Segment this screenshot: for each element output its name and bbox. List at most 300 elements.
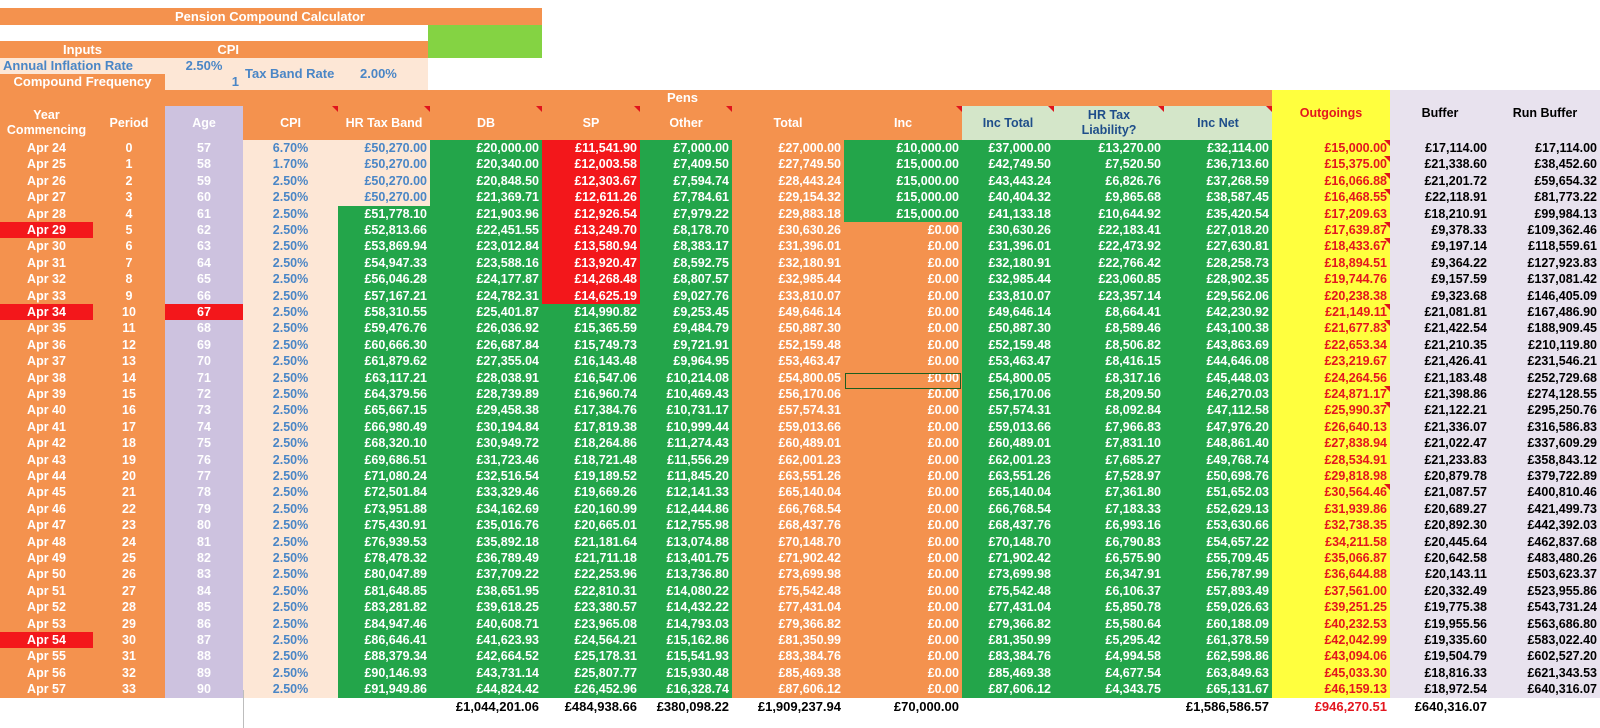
cell-db[interactable]: £44,824.42 xyxy=(430,681,542,697)
cell-cpi[interactable]: 6.70% xyxy=(243,140,338,156)
cell-sp[interactable]: £25,807.77 xyxy=(542,665,640,681)
cell-other[interactable]: £13,736.80 xyxy=(640,566,732,582)
cell-out[interactable]: £15,000.00 xyxy=(1272,140,1390,156)
cell-db[interactable]: £35,016.76 xyxy=(430,517,542,533)
cell-inc-net[interactable]: £38,587.45 xyxy=(1164,189,1272,205)
cell-inc[interactable]: £0.00 xyxy=(844,419,962,435)
cell-year[interactable]: Apr 41 xyxy=(0,419,93,435)
cell-inc-total[interactable]: £73,699.98 xyxy=(962,566,1054,582)
cell-inc-net[interactable]: £53,630.66 xyxy=(1164,517,1272,533)
cell-year[interactable]: Apr 29 xyxy=(0,222,93,238)
cell-out[interactable]: £27,838.94 xyxy=(1272,435,1390,451)
total-total[interactable]: £1,909,237.94 xyxy=(732,699,844,715)
cell-run[interactable]: £316,586.83 xyxy=(1490,419,1600,435)
cell-total[interactable]: £73,699.98 xyxy=(732,566,844,582)
cell-period[interactable]: 21 xyxy=(93,484,165,500)
cell-run[interactable]: £379,722.89 xyxy=(1490,468,1600,484)
cell-age[interactable]: 69 xyxy=(165,337,243,353)
cell-other[interactable]: £9,253.45 xyxy=(640,304,732,320)
cell-sp[interactable]: £21,711.18 xyxy=(542,550,640,566)
cell-cpi[interactable]: 2.50% xyxy=(243,517,338,533)
cell-run[interactable]: £337,609.29 xyxy=(1490,435,1600,451)
cell-period[interactable]: 26 xyxy=(93,566,165,582)
cell-age[interactable]: 57 xyxy=(165,140,243,156)
cell-sp[interactable]: £24,564.21 xyxy=(542,632,640,648)
cell-hr-liab[interactable]: £22,183.41 xyxy=(1054,222,1164,238)
cell-inc[interactable]: £15,000.00 xyxy=(844,156,962,172)
cell-hr-liab[interactable]: £8,317.16 xyxy=(1054,370,1164,386)
cell-year[interactable]: Apr 53 xyxy=(0,616,93,632)
cell-total[interactable]: £60,489.01 xyxy=(732,435,844,451)
cell-hr-liab[interactable]: £8,506.82 xyxy=(1054,337,1164,353)
cell-age[interactable]: 65 xyxy=(165,271,243,287)
cell-run[interactable]: £462,837.68 xyxy=(1490,534,1600,550)
cell-buffer[interactable]: £21,183.48 xyxy=(1390,370,1490,386)
cell-hr[interactable]: £54,947.33 xyxy=(338,255,430,271)
cell-year[interactable]: Apr 34 xyxy=(0,304,93,320)
cell-period[interactable]: 28 xyxy=(93,599,165,615)
cell-hr-liab[interactable]: £7,966.83 xyxy=(1054,419,1164,435)
cell-buffer[interactable]: £20,642.58 xyxy=(1390,550,1490,566)
cell-sp[interactable]: £17,384.76 xyxy=(542,402,640,418)
cell-buffer[interactable]: £9,197.14 xyxy=(1390,238,1490,254)
cell-buffer[interactable]: £20,445.64 xyxy=(1390,534,1490,550)
cell-period[interactable]: 19 xyxy=(93,452,165,468)
cell-period[interactable]: 24 xyxy=(93,534,165,550)
cell-out[interactable]: £34,211.58 xyxy=(1272,534,1390,550)
cell-db[interactable]: £22,451.55 xyxy=(430,222,542,238)
cell-age[interactable]: 80 xyxy=(165,517,243,533)
cell-inc-total[interactable]: £71,902.42 xyxy=(962,550,1054,566)
cell-buffer[interactable]: £20,689.27 xyxy=(1390,501,1490,517)
cell-age[interactable]: 62 xyxy=(165,222,243,238)
cell-year[interactable]: Apr 56 xyxy=(0,665,93,681)
cell-cpi[interactable]: 2.50% xyxy=(243,435,338,451)
total-inc[interactable]: £70,000.00 xyxy=(844,699,962,715)
cell-hr[interactable]: £63,117.21 xyxy=(338,370,430,386)
cell-inc[interactable]: £0.00 xyxy=(844,632,962,648)
cell-run[interactable]: £295,250.76 xyxy=(1490,402,1600,418)
cell-sp[interactable]: £17,819.38 xyxy=(542,419,640,435)
cell-run[interactable]: £602,527.20 xyxy=(1490,648,1600,664)
cell-inc[interactable]: £0.00 xyxy=(844,550,962,566)
cell-inc-net[interactable]: £50,698.76 xyxy=(1164,468,1272,484)
cell-cpi[interactable]: 2.50% xyxy=(243,452,338,468)
cell-sp[interactable]: £23,965.08 xyxy=(542,616,640,632)
cell-run[interactable]: £167,486.90 xyxy=(1490,304,1600,320)
cell-out[interactable]: £17,209.63 xyxy=(1272,206,1390,222)
cell-hr-liab[interactable]: £6,993.16 xyxy=(1054,517,1164,533)
cell-age[interactable]: 66 xyxy=(165,288,243,304)
cell-out[interactable]: £18,894.51 xyxy=(1272,255,1390,271)
cell-inc-net[interactable]: £36,713.60 xyxy=(1164,156,1272,172)
cell-hr[interactable]: £78,478.32 xyxy=(338,550,430,566)
cell-total[interactable]: £59,013.66 xyxy=(732,419,844,435)
cell-period[interactable]: 6 xyxy=(93,238,165,254)
cell-sp[interactable]: £16,960.74 xyxy=(542,386,640,402)
cell-other[interactable]: £7,409.50 xyxy=(640,156,732,172)
cell-year[interactable]: Apr 28 xyxy=(0,206,93,222)
cell-period[interactable]: 31 xyxy=(93,648,165,664)
cell-other[interactable]: £9,721.91 xyxy=(640,337,732,353)
cell-hr-liab[interactable]: £7,528.97 xyxy=(1054,468,1164,484)
cell-inc-net[interactable]: £52,629.13 xyxy=(1164,501,1272,517)
cell-total[interactable]: £32,180.91 xyxy=(732,255,844,271)
cell-inc[interactable]: £0.00 xyxy=(844,402,962,418)
cell-cpi[interactable]: 2.50% xyxy=(243,337,338,353)
cell-hr-liab[interactable]: £22,766.42 xyxy=(1054,255,1164,271)
cell-inc-total[interactable]: £66,768.54 xyxy=(962,501,1054,517)
cell-cpi[interactable]: 2.50% xyxy=(243,648,338,664)
cell-run[interactable]: £127,923.83 xyxy=(1490,255,1600,271)
cell-total[interactable]: £77,431.04 xyxy=(732,599,844,615)
cell-sp[interactable]: £22,253.96 xyxy=(542,566,640,582)
cell-period[interactable]: 13 xyxy=(93,353,165,369)
cell-sp[interactable]: £20,665.01 xyxy=(542,517,640,533)
cell-period[interactable]: 0 xyxy=(93,140,165,156)
cell-db[interactable]: £35,892.18 xyxy=(430,534,542,550)
cell-hr-liab[interactable]: £7,520.50 xyxy=(1054,156,1164,172)
cell-out[interactable]: £42,042.99 xyxy=(1272,632,1390,648)
cell-buffer[interactable]: £21,233.83 xyxy=(1390,452,1490,468)
cell-inc[interactable]: £0.00 xyxy=(844,288,962,304)
cell-hr-liab[interactable]: £5,580.64 xyxy=(1054,616,1164,632)
cell-run[interactable]: £81,773.22 xyxy=(1490,189,1600,205)
cell-inc-net[interactable]: £51,652.03 xyxy=(1164,484,1272,500)
cell-year[interactable]: Apr 50 xyxy=(0,566,93,582)
cell-year[interactable]: Apr 38 xyxy=(0,370,93,386)
cell-total[interactable]: £62,001.23 xyxy=(732,452,844,468)
cell-out[interactable]: £40,232.53 xyxy=(1272,616,1390,632)
cell-hr-liab[interactable]: £6,575.90 xyxy=(1054,550,1164,566)
cell-inc-total[interactable]: £32,985.44 xyxy=(962,271,1054,287)
cell-buffer[interactable]: £9,157.59 xyxy=(1390,271,1490,287)
cell-inc-total[interactable]: £60,489.01 xyxy=(962,435,1054,451)
cell-inc[interactable]: £0.00 xyxy=(844,484,962,500)
cell-cpi[interactable]: 2.50% xyxy=(243,255,338,271)
cell-hr-liab[interactable]: £6,790.83 xyxy=(1054,534,1164,550)
cell-hr-liab[interactable]: £8,589.46 xyxy=(1054,320,1164,336)
cell-hr-liab[interactable]: £8,092.84 xyxy=(1054,402,1164,418)
cell-year[interactable]: Apr 55 xyxy=(0,648,93,664)
cell-inc-total[interactable]: £42,749.50 xyxy=(962,156,1054,172)
cell-period[interactable]: 17 xyxy=(93,419,165,435)
cell-buffer[interactable]: £9,323.68 xyxy=(1390,288,1490,304)
cell-year[interactable]: Apr 57 xyxy=(0,681,93,697)
cell-inc-net[interactable]: £44,646.08 xyxy=(1164,353,1272,369)
cell-inc[interactable]: £10,000.00 xyxy=(844,140,962,156)
cell-age[interactable]: 89 xyxy=(165,665,243,681)
cell-other[interactable]: £7,594.74 xyxy=(640,173,732,189)
cell-total[interactable]: £70,148.70 xyxy=(732,534,844,550)
cell-period[interactable]: 4 xyxy=(93,206,165,222)
cell-db[interactable]: £26,036.92 xyxy=(430,320,542,336)
cell-buffer[interactable]: £18,816.33 xyxy=(1390,665,1490,681)
cell-age[interactable]: 61 xyxy=(165,206,243,222)
cell-out[interactable]: £32,738.35 xyxy=(1272,517,1390,533)
cell-inc-net[interactable]: £62,598.86 xyxy=(1164,648,1272,664)
cell-year[interactable]: Apr 30 xyxy=(0,238,93,254)
frequency-value[interactable]: 1 xyxy=(165,74,243,90)
cell-age[interactable]: 88 xyxy=(165,648,243,664)
cell-hr[interactable]: £73,951.88 xyxy=(338,501,430,517)
cell-total[interactable]: £27,749.50 xyxy=(732,156,844,172)
cell-other[interactable]: £12,141.33 xyxy=(640,484,732,500)
cell-db[interactable]: £31,723.46 xyxy=(430,452,542,468)
cell-inc-total[interactable]: £77,431.04 xyxy=(962,599,1054,615)
cell-inc-total[interactable]: £56,170.06 xyxy=(962,386,1054,402)
cell-age[interactable]: 68 xyxy=(165,320,243,336)
cell-total[interactable]: £75,542.48 xyxy=(732,583,844,599)
cell-other[interactable]: £14,432.22 xyxy=(640,599,732,615)
cell-age[interactable]: 81 xyxy=(165,534,243,550)
cell-sp[interactable]: £21,181.64 xyxy=(542,534,640,550)
total-inc-net[interactable]: £1,586,586.57 xyxy=(1164,699,1272,715)
cell-out[interactable]: £18,433.67 xyxy=(1272,238,1390,254)
cell-hr[interactable]: £60,666.30 xyxy=(338,337,430,353)
cell-inc-net[interactable]: £54,657.22 xyxy=(1164,534,1272,550)
cell-period[interactable]: 1 xyxy=(93,156,165,172)
cell-year[interactable]: Apr 31 xyxy=(0,255,93,271)
cell-age[interactable]: 59 xyxy=(165,173,243,189)
cell-other[interactable]: £14,793.03 xyxy=(640,616,732,632)
cell-db[interactable]: £21,369.71 xyxy=(430,189,542,205)
cell-year[interactable]: Apr 42 xyxy=(0,435,93,451)
cell-year[interactable]: Apr 27 xyxy=(0,189,93,205)
cell-inc[interactable]: £0.00 xyxy=(844,222,962,238)
cell-hr[interactable]: £76,939.53 xyxy=(338,534,430,550)
cell-age[interactable]: 70 xyxy=(165,353,243,369)
cell-inc-net[interactable]: £55,709.45 xyxy=(1164,550,1272,566)
cell-inc[interactable]: £15,000.00 xyxy=(844,173,962,189)
cell-run[interactable]: £137,081.42 xyxy=(1490,271,1600,287)
cell-year[interactable]: Apr 48 xyxy=(0,534,93,550)
selected-cell-outline[interactable] xyxy=(845,373,961,389)
cell-inc-total[interactable]: £70,148.70 xyxy=(962,534,1054,550)
cell-total[interactable]: £52,159.48 xyxy=(732,337,844,353)
cell-other[interactable]: £12,444.86 xyxy=(640,501,732,517)
cell-inc-net[interactable]: £35,420.54 xyxy=(1164,206,1272,222)
cell-out[interactable]: £39,251.25 xyxy=(1272,599,1390,615)
cell-sp[interactable]: £15,749.73 xyxy=(542,337,640,353)
cell-out[interactable]: £16,468.55 xyxy=(1272,189,1390,205)
cell-inc[interactable]: £15,000.00 xyxy=(844,189,962,205)
cell-age[interactable]: 77 xyxy=(165,468,243,484)
cell-hr[interactable]: £69,686.51 xyxy=(338,452,430,468)
cell-year[interactable]: Apr 26 xyxy=(0,173,93,189)
cell-other[interactable]: £15,930.48 xyxy=(640,665,732,681)
cell-other[interactable]: £13,074.88 xyxy=(640,534,732,550)
cell-age[interactable]: 71 xyxy=(165,370,243,386)
cell-age[interactable]: 73 xyxy=(165,402,243,418)
cell-inc-net[interactable]: £37,268.59 xyxy=(1164,173,1272,189)
cell-out[interactable]: £21,677.83 xyxy=(1272,320,1390,336)
cell-db[interactable]: £27,355.04 xyxy=(430,353,542,369)
cell-hr[interactable]: £84,947.46 xyxy=(338,616,430,632)
cell-inc[interactable]: £0.00 xyxy=(844,534,962,550)
cell-hr[interactable]: £50,270.00 xyxy=(338,156,430,172)
cell-total[interactable]: £57,574.31 xyxy=(732,402,844,418)
cell-hr-liab[interactable]: £9,865.68 xyxy=(1054,189,1164,205)
cell-hr-liab[interactable]: £5,850.78 xyxy=(1054,599,1164,615)
cell-run[interactable]: £59,654.32 xyxy=(1490,173,1600,189)
cell-out[interactable]: £16,066.88 xyxy=(1272,173,1390,189)
cell-cpi[interactable]: 2.50% xyxy=(243,173,338,189)
cell-inc-total[interactable]: £87,606.12 xyxy=(962,681,1054,697)
cell-buffer[interactable]: £9,378.33 xyxy=(1390,222,1490,238)
cell-total[interactable]: £63,551.26 xyxy=(732,468,844,484)
cell-hr-liab[interactable]: £22,473.92 xyxy=(1054,238,1164,254)
cell-year[interactable]: Apr 39 xyxy=(0,386,93,402)
cell-hr[interactable]: £64,379.56 xyxy=(338,386,430,402)
cell-inc-net[interactable]: £65,131.67 xyxy=(1164,681,1272,697)
cell-total[interactable]: £27,000.00 xyxy=(732,140,844,156)
cell-out[interactable]: £30,564.46 xyxy=(1272,484,1390,500)
cell-db[interactable]: £41,623.93 xyxy=(430,632,542,648)
cell-hr-liab[interactable]: £7,831.10 xyxy=(1054,435,1164,451)
cell-other[interactable]: £8,178.70 xyxy=(640,222,732,238)
cell-hr[interactable]: £65,667.15 xyxy=(338,402,430,418)
cell-year[interactable]: Apr 36 xyxy=(0,337,93,353)
cell-other[interactable]: £9,964.95 xyxy=(640,353,732,369)
cell-out[interactable]: £20,238.38 xyxy=(1272,288,1390,304)
cell-buffer[interactable]: £21,201.72 xyxy=(1390,173,1490,189)
cell-sp[interactable]: £14,625.19 xyxy=(542,288,640,304)
cell-hr[interactable]: £88,379.34 xyxy=(338,648,430,664)
cell-total[interactable]: £85,469.38 xyxy=(732,665,844,681)
cell-buffer[interactable]: £18,210.91 xyxy=(1390,206,1490,222)
cell-run[interactable]: £118,559.61 xyxy=(1490,238,1600,254)
cell-inc[interactable]: £0.00 xyxy=(844,370,962,386)
total-sp[interactable]: £484,938.66 xyxy=(542,699,640,715)
cell-age[interactable]: 84 xyxy=(165,583,243,599)
cell-other[interactable]: £15,162.86 xyxy=(640,632,732,648)
cell-inc[interactable]: £0.00 xyxy=(844,320,962,336)
cell-cpi[interactable]: 2.50% xyxy=(243,468,338,484)
cell-other[interactable]: £11,845.20 xyxy=(640,468,732,484)
cell-sp[interactable]: £13,249.70 xyxy=(542,222,640,238)
cell-total[interactable]: £33,810.07 xyxy=(732,288,844,304)
cell-cpi[interactable]: 2.50% xyxy=(243,402,338,418)
cell-cpi[interactable]: 2.50% xyxy=(243,320,338,336)
cell-period[interactable]: 5 xyxy=(93,222,165,238)
cell-cpi[interactable]: 2.50% xyxy=(243,501,338,517)
cell-run[interactable]: £442,392.03 xyxy=(1490,517,1600,533)
cell-db[interactable]: £23,588.16 xyxy=(430,255,542,271)
cell-inc-total[interactable]: £75,542.48 xyxy=(962,583,1054,599)
cell-inc-net[interactable]: £29,562.06 xyxy=(1164,288,1272,304)
cell-hr-liab[interactable]: £10,644.92 xyxy=(1054,206,1164,222)
cell-period[interactable]: 18 xyxy=(93,435,165,451)
cell-hr[interactable]: £81,648.85 xyxy=(338,583,430,599)
cell-period[interactable]: 33 xyxy=(93,681,165,697)
cell-run[interactable]: £252,729.68 xyxy=(1490,370,1600,386)
cell-cpi[interactable]: 2.50% xyxy=(243,534,338,550)
cell-other[interactable]: £11,556.29 xyxy=(640,452,732,468)
cell-cpi[interactable]: 2.50% xyxy=(243,353,338,369)
cell-inc-total[interactable]: £62,001.23 xyxy=(962,452,1054,468)
cell-sp[interactable]: £12,303.67 xyxy=(542,173,640,189)
cell-sp[interactable]: £18,264.86 xyxy=(542,435,640,451)
cell-total[interactable]: £32,985.44 xyxy=(732,271,844,287)
cell-inc-net[interactable]: £57,893.49 xyxy=(1164,583,1272,599)
cell-db[interactable]: £26,687.84 xyxy=(430,337,542,353)
cell-hr[interactable]: £51,778.10 xyxy=(338,206,430,222)
cell-other[interactable]: £10,731.17 xyxy=(640,402,732,418)
cell-db[interactable]: £24,177.87 xyxy=(430,271,542,287)
cell-inc[interactable]: £0.00 xyxy=(844,255,962,271)
cell-inc[interactable]: £0.00 xyxy=(844,501,962,517)
cell-inc-net[interactable]: £43,863.69 xyxy=(1164,337,1272,353)
cell-year[interactable]: Apr 35 xyxy=(0,320,93,336)
tax-band-rate-value[interactable]: 2.00% xyxy=(360,66,397,81)
cell-inc-total[interactable]: £59,013.66 xyxy=(962,419,1054,435)
cell-inc-net[interactable]: £63,849.63 xyxy=(1164,665,1272,681)
cell-run[interactable]: £210,119.80 xyxy=(1490,337,1600,353)
cell-hr[interactable]: £80,047.89 xyxy=(338,566,430,582)
cell-hr[interactable]: £59,476.76 xyxy=(338,320,430,336)
cell-buffer[interactable]: £21,422.54 xyxy=(1390,320,1490,336)
cell-inc[interactable]: £0.00 xyxy=(844,468,962,484)
cell-total[interactable]: £79,366.82 xyxy=(732,616,844,632)
cell-inc-total[interactable]: £49,646.14 xyxy=(962,304,1054,320)
cell-cpi[interactable]: 2.50% xyxy=(243,632,338,648)
total-out[interactable]: £946,270.51 xyxy=(1272,699,1390,715)
cell-hr-liab[interactable]: £6,347.91 xyxy=(1054,566,1164,582)
cell-buffer[interactable]: £19,335.60 xyxy=(1390,632,1490,648)
cell-age[interactable]: 79 xyxy=(165,501,243,517)
cell-db[interactable]: £40,608.71 xyxy=(430,616,542,632)
cell-inc-net[interactable]: £49,768.74 xyxy=(1164,452,1272,468)
cell-inc[interactable]: £0.00 xyxy=(844,238,962,254)
cell-age[interactable]: 60 xyxy=(165,189,243,205)
cell-age[interactable]: 90 xyxy=(165,681,243,697)
cell-run[interactable]: £231,546.21 xyxy=(1490,353,1600,369)
cell-db[interactable]: £38,651.95 xyxy=(430,583,542,599)
cell-cpi[interactable]: 2.50% xyxy=(243,304,338,320)
cell-run[interactable]: £274,128.55 xyxy=(1490,386,1600,402)
cell-hr[interactable]: £50,270.00 xyxy=(338,173,430,189)
cell-inc-total[interactable]: £68,437.76 xyxy=(962,517,1054,533)
cell-hr[interactable]: £91,949.86 xyxy=(338,681,430,697)
cell-other[interactable]: £10,469.43 xyxy=(640,386,732,402)
cell-total[interactable]: £87,606.12 xyxy=(732,681,844,697)
cell-db[interactable]: £21,903.96 xyxy=(430,206,542,222)
cell-cpi[interactable]: 2.50% xyxy=(243,665,338,681)
cell-cpi[interactable]: 2.50% xyxy=(243,222,338,238)
cell-period[interactable]: 14 xyxy=(93,370,165,386)
cell-db[interactable]: £30,194.84 xyxy=(430,419,542,435)
cell-other[interactable]: £15,541.93 xyxy=(640,648,732,664)
cell-inc-total[interactable]: £57,574.31 xyxy=(962,402,1054,418)
cell-total[interactable]: £65,140.04 xyxy=(732,484,844,500)
cell-age[interactable]: 64 xyxy=(165,255,243,271)
cell-inc[interactable]: £0.00 xyxy=(844,616,962,632)
cell-buffer[interactable]: £19,775.38 xyxy=(1390,599,1490,615)
cell-db[interactable]: £37,709.22 xyxy=(430,566,542,582)
cell-hr[interactable]: £53,869.94 xyxy=(338,238,430,254)
cell-period[interactable]: 29 xyxy=(93,616,165,632)
cell-total[interactable]: £53,463.47 xyxy=(732,353,844,369)
cell-inc[interactable]: £0.00 xyxy=(844,353,962,369)
cell-inc-net[interactable]: £43,100.38 xyxy=(1164,320,1272,336)
cell-year[interactable]: Apr 25 xyxy=(0,156,93,172)
cell-db[interactable]: £36,789.49 xyxy=(430,550,542,566)
cell-year[interactable]: Apr 24 xyxy=(0,140,93,156)
cell-buffer[interactable]: £21,426.41 xyxy=(1390,353,1490,369)
cell-hr-liab[interactable]: £7,183.33 xyxy=(1054,501,1164,517)
cell-total[interactable]: £56,170.06 xyxy=(732,386,844,402)
